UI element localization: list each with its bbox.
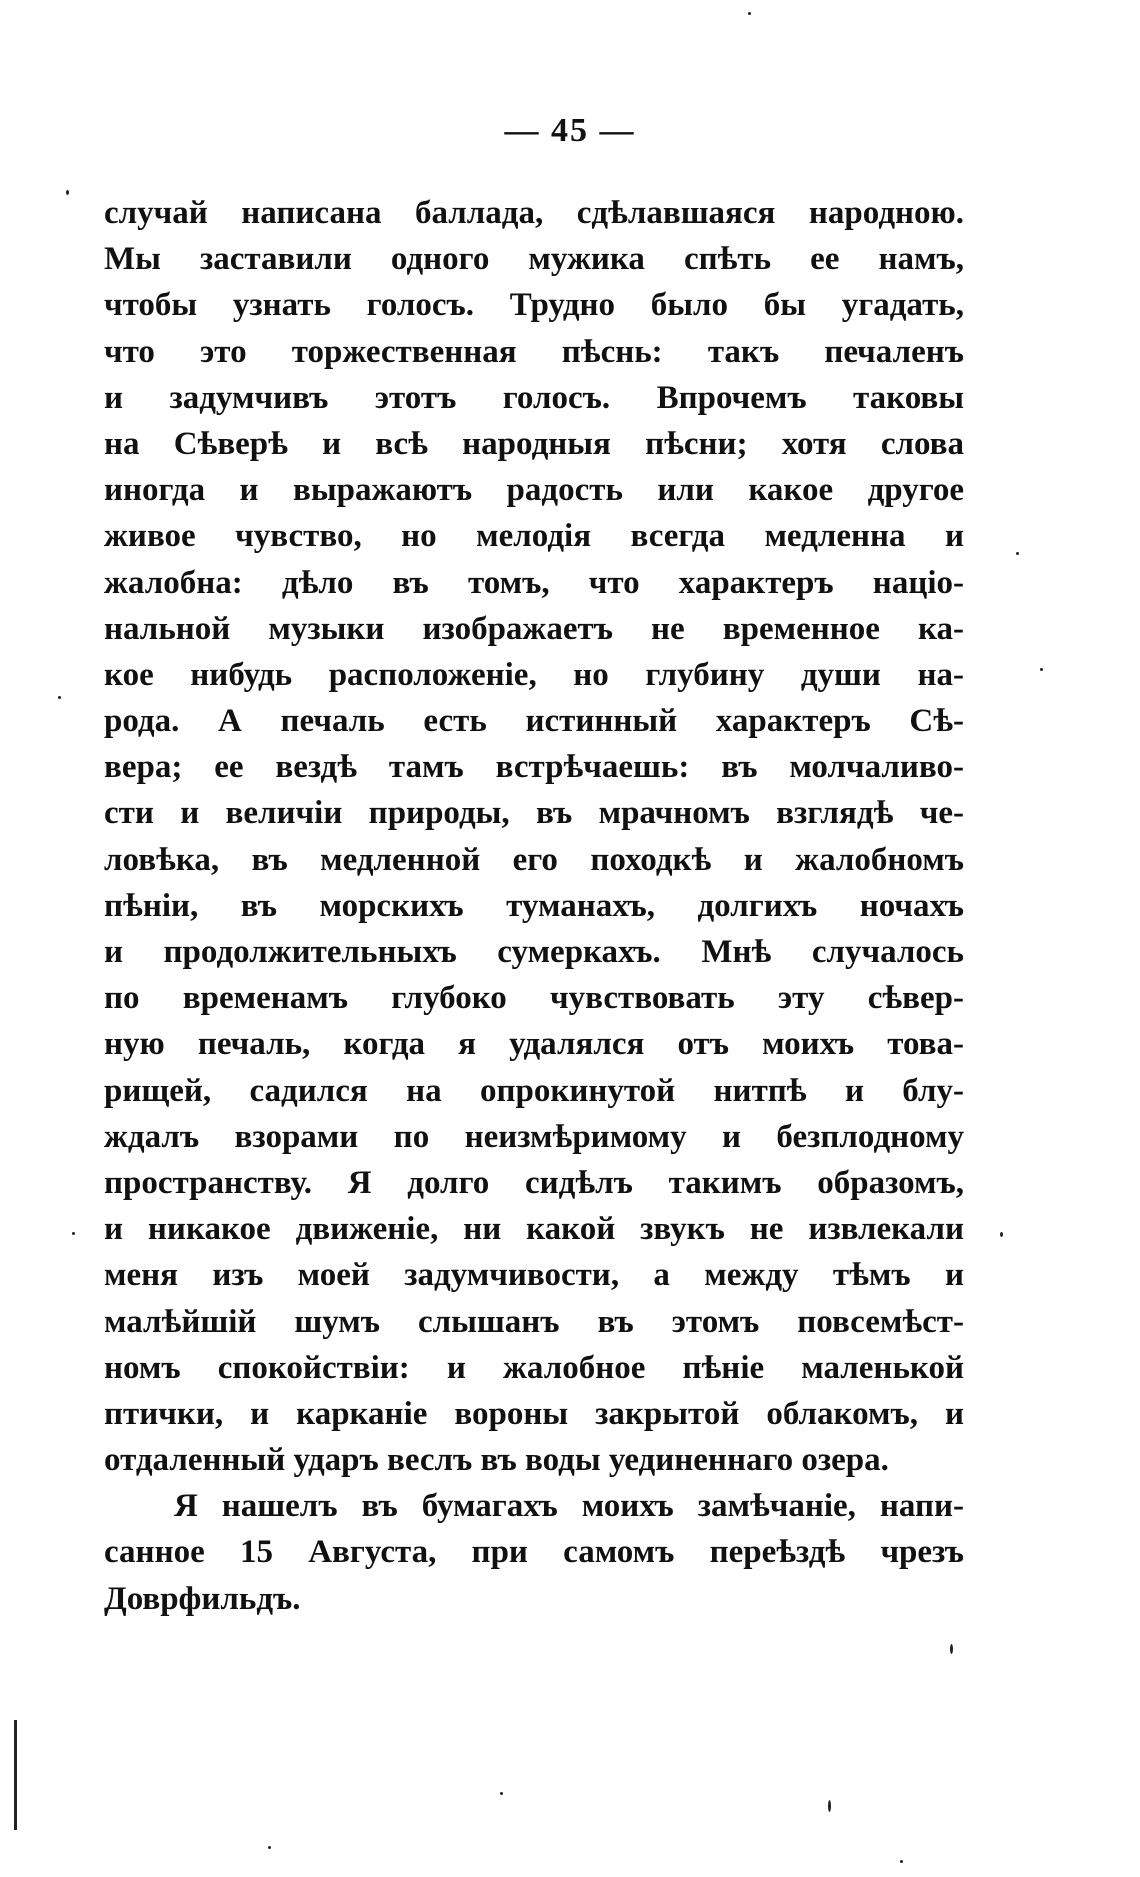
scan-speck (58, 696, 61, 699)
text-line: меня изъ моей задумчивости, а между тѣмъ и (104, 1257, 964, 1294)
text-line: Мы заставили одного мужика спѣть ее намъ, (104, 241, 964, 278)
text-line: кое нибудь расположеніе, но глубину души на- (104, 656, 964, 693)
scan-speck (748, 12, 751, 15)
scan-speck (72, 1232, 75, 1235)
scan-speck (950, 1644, 953, 1654)
scan-speck (500, 1792, 503, 1795)
text-line: пѣніи, въ морскихъ туманахъ, долгихъ ночахъ (104, 887, 964, 924)
scan-speck (1016, 552, 1019, 555)
scan-speck (1040, 668, 1043, 671)
text-line: ловѣка, въ медленной его походкѣ и жалобномъ (104, 841, 964, 878)
text-line: и продолжительныхъ сумеркахъ. Мнѣ случалось (104, 934, 964, 970)
scan-speck (900, 1860, 903, 1863)
text-line: малѣйшій шумъ слышанъ въ этомъ повсемѣст- (104, 1303, 964, 1340)
page-number: — 45 — (504, 112, 636, 149)
text-line: жалобна: дѣло въ томъ, что характеръ націо- (104, 564, 964, 601)
scan-speck (268, 1846, 271, 1849)
text-line: на Сѣверѣ и всѣ народныя пѣсни; хотя слова (104, 425, 964, 462)
text-line: иногда и выражаютъ радость или какое другое (104, 472, 964, 509)
text-line: птички, и карканіе вороны закрытой облакомъ, и (104, 1395, 964, 1432)
text-line: вера; ее вездѣ тамъ встрѣчаешь: въ молчаливо- (104, 749, 964, 786)
text-line: Я нашелъ въ бумагахъ моихъ замѣчаніе, напи- (174, 1488, 964, 1525)
scan-edge-mark (14, 1720, 17, 1830)
text-line: ную печаль, когда я удалялся отъ моихъ това- (104, 1026, 964, 1063)
text-line: что это торжественная пѣснь: такъ печаленъ (104, 333, 964, 370)
text-line: ждалъ взорами по неизмѣримому и безплодному (104, 1118, 964, 1155)
scan-speck (1000, 1232, 1003, 1237)
scan-speck (828, 1800, 831, 1812)
text-line: санное 15 Августа, при самомъ переѣздѣ чрезъ (104, 1534, 964, 1571)
text-line: Доврфильдъ. (104, 1580, 301, 1617)
page-body (104, 190, 964, 1622)
text-line: и никакое движеніе, ни какой звукъ не извлекали (104, 1211, 964, 1248)
text-line: сти и величіи природы, въ мрачномъ взглядѣ че- (104, 795, 964, 832)
text-line: случай написана баллада, сдѣлавшаяся народною. (104, 195, 964, 231)
text-line: нальной музыки изображаетъ не временное ка- (104, 610, 964, 647)
text-line: живое чувство, но мелодія всегда медленна и (104, 518, 964, 555)
text-line: рода. А печаль есть истинный характеръ Сѣ- (104, 703, 964, 740)
scan-speck (66, 190, 69, 195)
text-line: по временамъ глубоко чувствовать эту сѣвер- (104, 980, 964, 1017)
text-line: и задумчивъ этотъ голосъ. Впрочемъ таковы (104, 379, 964, 416)
text-line: отдаленный ударъ веслъ въ воды уединеннаго озера. (104, 1442, 889, 1479)
text-line: номъ спокойствіи: и жалобное пѣніе маленькой (104, 1349, 964, 1386)
text-line: пространству. Я долго сидѣлъ такимъ образомъ, (104, 1164, 964, 1201)
text-line: рищей, садился на опрокинутой нитпѣ и блу- (104, 1072, 964, 1109)
text-line: чтобы узнать голосъ. Трудно было бы угадать, (104, 287, 964, 324)
